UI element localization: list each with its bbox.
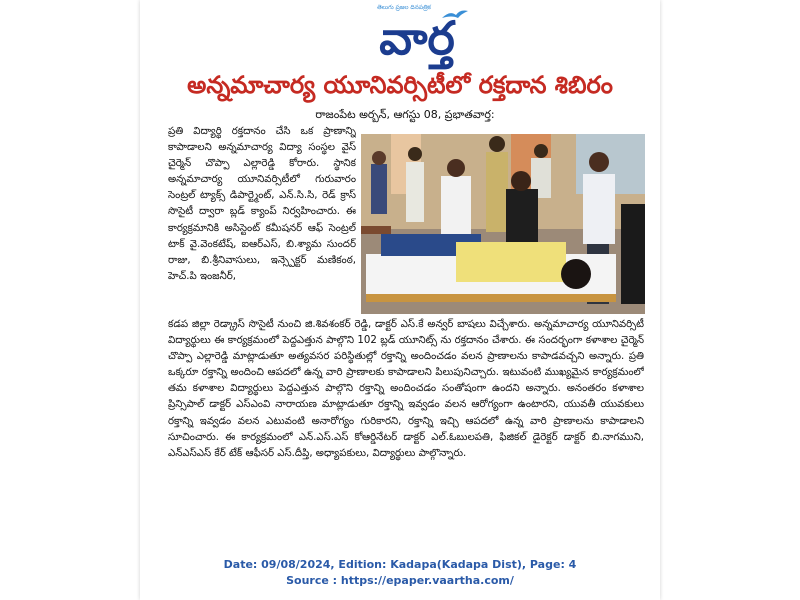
photo-illustration [361, 134, 645, 314]
article-intro-column: ప్రతి విద్యార్థి రక్తదానం చేసి ఒక ప్రాణాన్ని కాపాడాలని అన్నమాచార్య విద్యా సంస్థల వైస్ చైర్మెన్ చొప్పా ఎల్లారెడ్డి కోరారు. స్థానిక అన్నమాచార్య యూనివర్సిటీలో గురువారం సెంట్రల్ ట్యాక్స్ డిపార్ట్మెంట్, ఎన్.సి.సి, రెడ్ క్రాస్ సొసైటీ ద్వారా బ్లడ్ క్యాంప్ నిర్వహించారు. ఈ కార్యక్రమానికి అసిస్టెంట్ కమీషనర్ ఆఫ్ సెంట్రల్ టాక్ వై.వెంకటేష్, ఐఆర్ఎస్, బి.శ్యామ సుందర్ రాజు, బి.శ్రీనివాసులు, ఇన్స్పెక్టర్ మణికంఠ, హెచ్.పి ఇంజనీర్, [168, 126, 356, 282]
source-line [180, 574, 620, 590]
edition-date-line: Date: 09/08/2024, Edition: Kadapa(Kadapa Dist), Page: 4 [223, 558, 577, 571]
blood-donation-photo [361, 134, 645, 314]
masthead-logo: వార్త [379, 11, 455, 65]
source-link[interactable]: https://epaper.vaartha.com/ [340, 574, 514, 587]
article-body: కడప జిల్లా రెడ్క్రాస్ సొసైటీ నుంచి జి.శివశంకర్ రెడ్డి, డాక్టర్ ఎస్.కే అన్వర్ బాషలు విచ్చేశారు. అన్నమాచార్య యూనివర్సిటీ విద్యార్థులు ఈ కార్యక్రమంలో పెద్దఎత్తున పాల్గొని 102 బ్లడ్ యూనిట్స్ ను రక్తదానం చేశారు. ఈ సందర్భంగా కళాశాల చైర్మెన్ చొప్పా ఎల్లారెడ్డి మాట్లాడుతూ అత్యవసర పరిస్థితుల్లో రక్తాన్ని అందించడం వలన ప్రాణాలను కాపాడవచ్చని అన్నారు. ప్రతి ఒక్కరూ రక్తాన్ని అందించి ఆపదలో ఉన్న వారి ప్రాణాలకు కాపాడాలని పిలుపునిచ్చారు. ఇటువంటి ముఖ్యమైన కార్యక్రమంలో తమ కళాశాల విద్యార్థులు పెద్దఎత్తున పాల్గొని రక్తాన్ని అందించడం సంతోషంగా ఉందని అన్నారు. అనంతరం కళాశాల ప్రిన్సిపాల్ డాక్టర్ ఎస్ఎంవి నారాయణ మాట్లాడుతూ రక్తాన్ని ఇవ్వడం వలన ఆరోగ్యంగా ఉంటారని, యువతీ యువకులు రక్తాన్ని ఇవ్వడం వలన ఎటువంటి అనారోగ్యం గురికారని, రక్తాన్ని ఇచ్చి ఆపదలో ఉన్న వారి ప్రాణాలను కాపాడాలని సూచించారు. ఈ కార్యక్రమంలో ఎన్.ఎస్.ఎస్ కోఆర్డినేటర్ డాక్టర్ ఎల్.ఓబులపతి, ఫిజికల్ డైరెక్టర్ డాక్టర్ బి.నాగముని, ఎన్ఎస్ఎస్ కేర్ టేక్ ఆఫీసర్ ఎస్.దీప్తి, అధ్యాపకులు, విద్యార్థులు పాల్గొన్నారు. [168, 319, 644, 459]
article-headline: అన్నమాచార్య యూనివర్సిటీలో రక్తదాన శిబిరం [187, 71, 613, 99]
masthead-tagline: తెలుగు ప్రజల దినపత్రిక [377, 4, 431, 11]
masthead [342, 4, 492, 64]
article-dateline: రాజంపేట అర్బన్, ఆగస్టు 08, ప్రభాతవార్త: [315, 108, 495, 121]
source-label: Source : [286, 574, 341, 587]
